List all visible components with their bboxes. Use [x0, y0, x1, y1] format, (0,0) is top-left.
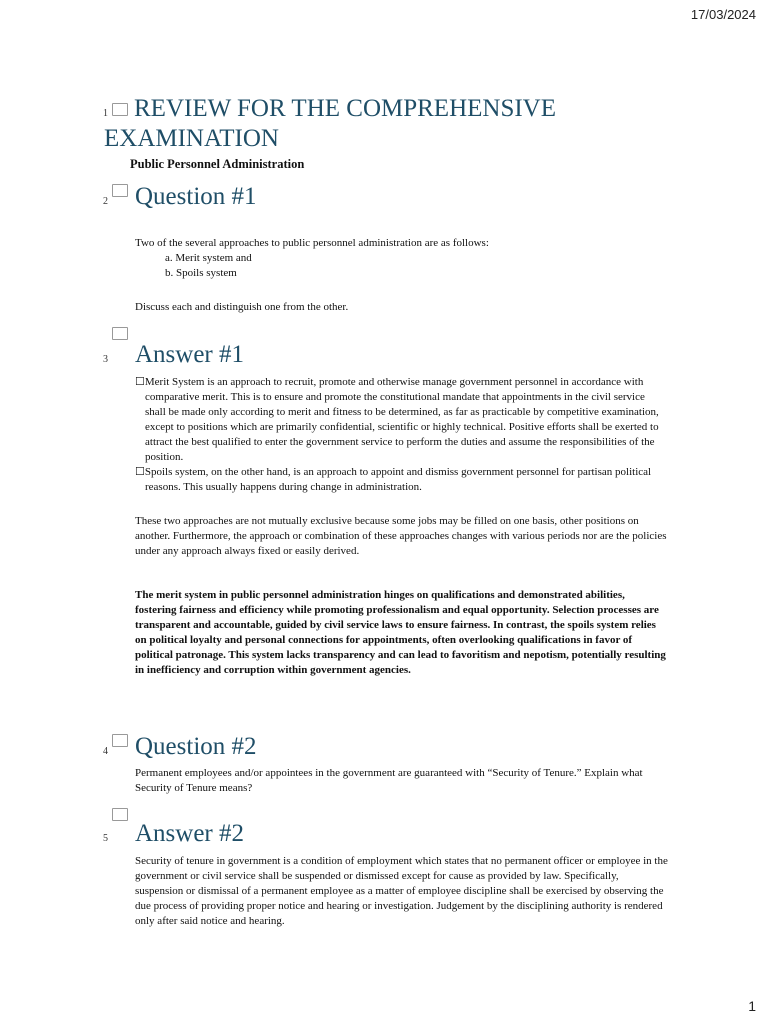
print-date: 17/03/2024 — [690, 7, 756, 22]
bullet-merit-system: ☐Merit System is an approach to recruit, promote and otherwise manage government personnel in accordance with comparative merit. This is to ensure and promote the constitutional mandate that appointments in the civil service shall be made only according to merit and fitness to be determined, as far as practicable by competitive examination, except to positions which are primarily confidential, scientific or highly technical. Positive efforts shall be exerted to attract the best qualified to enter the government service to perform the duties and assume the responsibilities of the position. — [135, 376, 659, 463]
title-line-1: REVIEW FOR THE COMPREHENSIVE — [134, 95, 557, 122]
list-item: a. Merit system and — [165, 252, 252, 264]
slide-thumbnail-icon — [112, 808, 128, 821]
question-1-body — [135, 236, 555, 315]
answer-1-title: Answer #1 — [135, 341, 245, 368]
slide-number: 4 — [103, 746, 108, 757]
slide-thumbnail-icon — [112, 734, 128, 747]
question-1-intro: Two of the several approaches to public personnel administration are as follows: — [135, 237, 489, 249]
list-item: b. Spoils system — [165, 267, 237, 279]
slide-thumbnail-icon — [112, 327, 128, 340]
slide-subtitle: Public Personnel Administration — [130, 157, 305, 171]
answer-1-paragraph: These two approaches are not mutually exclusive because some jobs may be filled on one basis, other positions on another. Furthermore, the approach or combination of these approaches changes with various periods nor are the policies under any approach always fixed or easily derived. — [135, 515, 667, 557]
page-number: 1 — [748, 998, 756, 1014]
answer-1-note: The merit system in public personnel administration hinges on qualifications and demonstrated abilities, fostering fairness and efficiency while promoting professionalism and equal opportunity. Selection processes are transparent and accountable, guided by civil service laws to ensure fairness. In contrast, the spoils system relies on political loyalty and personal connections for appointments, often overlooking qualifications in favor of political patronage. This system lacks transparency and can lead to favoritism and nepotism, potentially resulting in inefficiency and corruption within government agencies. — [135, 589, 666, 676]
slide-thumbnail-icon — [112, 184, 128, 197]
question-1-prompt: Discuss each and distinguish one from the other. — [135, 301, 349, 313]
question-1-title: Question #1 — [135, 183, 257, 210]
bullet-spoils-system: ☐Spoils system, on the other hand, is an approach to appoint and dismiss government personnel for partisan political reasons. This usually happens during change in administration. — [135, 466, 652, 493]
slide-number: 5 — [103, 833, 108, 844]
title-line-2: EXAMINATION — [104, 125, 279, 152]
slide-number: 1 — [103, 108, 108, 119]
slide-number: 3 — [103, 354, 108, 365]
slide-title — [104, 94, 664, 154]
question-2-body: Permanent employees and/or appointees in the government are guaranteed with “Security of Tenure.” Explain what Security of Tenure means? — [135, 767, 643, 794]
slide-number: 2 — [103, 196, 108, 207]
answer-1-bullets — [135, 375, 667, 495]
answer-2-title: Answer #2 — [135, 820, 245, 847]
answer-2-body: Security of tenure in government is a condition of employment which states that no permanent officer or employee in the government or civil service shall be suspended or dismissed except for cause as provided by law. Specifically, suspension or dismissal of a permanent employee as a matter of employee discipline shall be exercised by observing the due process of providing proper notice and hearing or investigation. Judgement by the disciplining authority is rendered only after said notice and hearing. — [135, 855, 668, 927]
question-2-title: Question #2 — [135, 733, 257, 760]
